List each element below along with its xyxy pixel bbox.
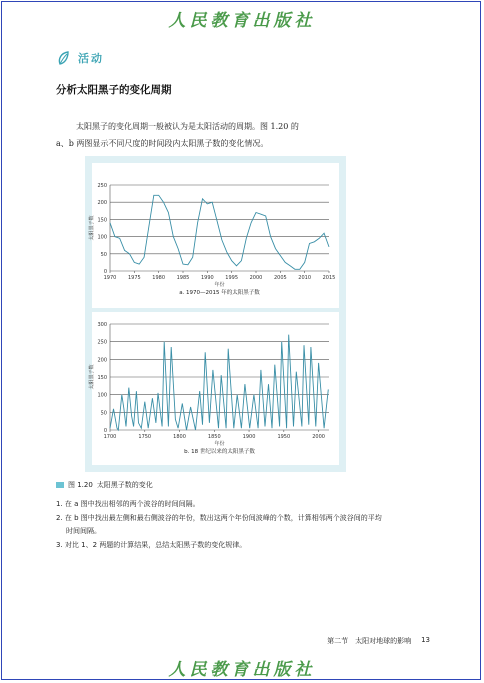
question-1: 1. 在 a 图中找出相邻的两个波谷的时间间隔。 [56, 500, 200, 508]
y-tick-b-5: 250 [97, 339, 107, 346]
y-tick-a-5: 250 [97, 183, 107, 189]
x-tick-b-4: 1900 [242, 434, 256, 440]
y-tick-a-4: 200 [97, 200, 107, 207]
figure-caption [56, 480, 153, 490]
x-tick-a-6: 2000 [249, 275, 263, 281]
y-tick-a-1: 50 [100, 251, 107, 258]
question-2-line-2: 时间间隔。 [66, 527, 101, 535]
page-number: 13 [421, 636, 430, 644]
x-tick-b-6: 2000 [312, 434, 325, 440]
x-tick-b-5: 1950 [277, 434, 291, 440]
figure-label: 图 1.20 [68, 481, 93, 489]
publisher-footer: 人民教育出版社 [168, 660, 316, 680]
series-line-a [110, 195, 329, 269]
question-3: 3. 对比 1、2 两题的计算结果，总结太阳黑子数的变化规律。 [56, 541, 247, 549]
x-tick-a-3: 1985 [176, 275, 190, 281]
y-tick-b-2: 100 [97, 392, 107, 399]
intro-paragraph [56, 118, 346, 152]
chart-a [89, 163, 339, 308]
y-tick-b-1: 50 [100, 410, 107, 417]
chart-panel-b [89, 312, 339, 465]
y-tick-a-2: 100 [97, 234, 107, 241]
y-tick-a-0: 0 [103, 269, 107, 275]
activity-leaf-icon [56, 50, 72, 66]
question-list [56, 498, 436, 553]
figure-box [85, 156, 346, 472]
footer-section: 第二节 太阳对地球的影响 [327, 637, 412, 645]
caption-marker [56, 482, 64, 488]
y-tick-b-6: 300 [97, 322, 107, 328]
chart-caption-a: a. 1970—2015 年的太阳黑子数 [179, 290, 260, 296]
figure-caption-text: 太阳黑子数的变化 [96, 481, 153, 489]
y-tick-b-3: 150 [97, 375, 107, 381]
y-axis-label-b: 太阳黑子数 [89, 364, 95, 390]
x-axis-label-b: 年份 [214, 441, 225, 447]
x-tick-b-2: 1800 [173, 434, 186, 440]
question-2 [56, 512, 436, 538]
series-line-b [110, 335, 328, 430]
x-tick-b-3: 1850 [207, 434, 221, 440]
question-2-line-1: 2. 在 b 图中找出最左侧和最右侧波谷的年份，数出这两个年份间波峰的个数，计算相邻两个波谷间的平均 [56, 514, 382, 522]
publisher-header: 人民教育出版社 [168, 11, 316, 31]
x-tick-a-5: 1995 [225, 275, 239, 281]
activity-heading [56, 50, 104, 66]
y-axis-label-a: 太阳黑子数 [89, 215, 95, 241]
chart-b [89, 312, 339, 465]
intro-line-2: a、b 两图显示不同尺度的时间段内太阳黑子数的变化情况。 [56, 139, 269, 148]
section-title: 分析太阳黑子的变化周期 [56, 84, 172, 96]
x-tick-a-1: 1975 [127, 275, 141, 281]
x-tick-a-9: 2015 [322, 275, 336, 281]
y-tick-a-3: 150 [97, 217, 107, 224]
y-tick-b-0: 0 [103, 428, 107, 434]
x-tick-b-1: 1750 [138, 434, 152, 440]
x-axis-label-a: 年份 [214, 282, 225, 288]
y-tick-b-4: 200 [97, 357, 107, 364]
x-tick-a-0: 1970 [103, 275, 117, 281]
x-tick-a-2: 1980 [152, 275, 166, 281]
intro-line-1: 太阳黑子的变化周期一般被认为是太阳活动的周期。图 1.20 的 [76, 122, 299, 131]
page-footer [327, 636, 430, 646]
x-tick-a-8: 2010 [298, 275, 312, 281]
activity-label: 活动 [78, 52, 104, 65]
chart-caption-b: b. 18 世纪以来的太阳黑子数 [184, 449, 255, 455]
chart-panel-a [89, 163, 339, 308]
x-tick-a-4: 1990 [200, 275, 214, 281]
x-tick-b-0: 1700 [103, 434, 117, 440]
x-tick-a-7: 2005 [273, 275, 287, 281]
